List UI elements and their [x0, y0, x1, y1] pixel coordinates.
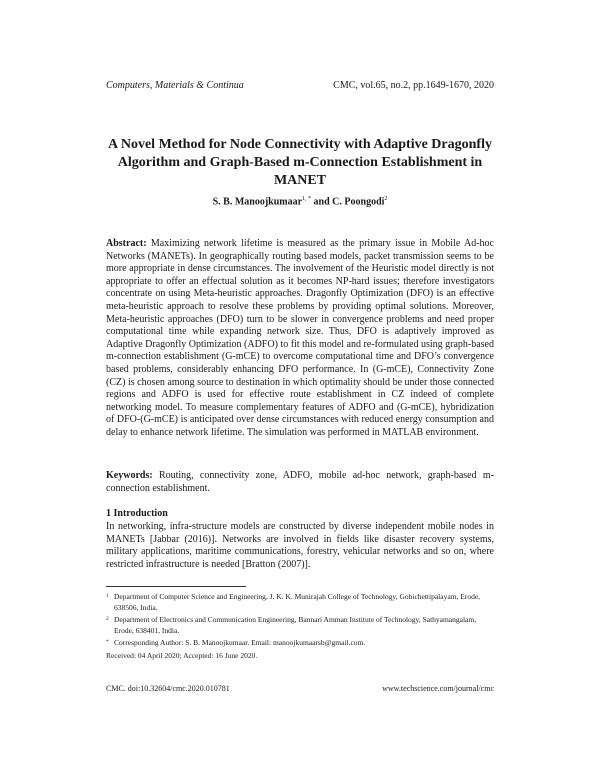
page-footer: [106, 684, 494, 693]
footnote-2-mark: 2: [106, 616, 109, 622]
section-heading-introduction: 1 Introduction: [106, 508, 168, 519]
abstract-text: Maximizing network lifetime is measured as the primary issue in Mobile Ad-hoc Networks (MANETs). In geographically routing based models, packet transmission seems to be more appropriate in dense circumstances. The involvement of the Heuristic model directly is not appropriate to offer an effectual solution as it becomes NP-hard issues; therefore investigators concentrate on using Meta-heuristic approaches. Dragonfly Optimization (DFO) is an effective meta-heuristic approach to resolve these problems by providing optimal solutions. Moreover, Meta-heuristic approaches (DFO) turn to be slower in convergence problems and need proper computational time while expanding network size. Thus, DFO is adaptively improved as Adaptive Dragonfly Optimization (ADFO) to fit this model and re-formulated using graph-based m-connection establishment (G-mCE) to overcome computational time and DFO’s convergence based problems, considerably enhancing DFO performance. In (G-mCE), Connectivity Zone (CZ) is chosen among source to destination in which optimality should be under those connected regions and ADFO is used for effective route establishment in CZ indeed of complete networking model. To measure complementary features of ADFO and (G-mCE), hybridization of DFO-(G-mCE) is anticipated over dense circumstances with reduced energy consumption and delay to enhance network lifetime. The simulation was performed in MATLAB environment.: [106, 238, 494, 438]
author-conjunction: and: [311, 196, 333, 208]
abstract-label: Abstract:: [106, 238, 147, 249]
author-2: C. Poongodi: [332, 196, 385, 208]
footnote-corresponding: [106, 638, 494, 649]
journal-url[interactable]: www.techscience.com/journal/cmc: [382, 684, 494, 693]
keywords-label: Keywords:: [106, 470, 153, 481]
paper-title: [106, 136, 494, 190]
footnote-1-text: Department of Computer Science and Engineering, J. K. K. Munirajah College of Technology, Gobichettipalayam, Erode, 638506, India.: [114, 592, 481, 612]
footnote-3-text: Corresponding Author: S. B. Manoojkumaar. Email: manoojkumaarsb@gmail.com.: [114, 638, 366, 647]
author-list: [106, 196, 494, 207]
author-2-affiliation: 2: [384, 196, 388, 202]
footnote-3-mark: *: [106, 639, 109, 645]
received-accepted-dates: Received: 04 April 2020; Accepted: 16 June 2020.: [106, 650, 258, 660]
introduction-paragraph: In networking, infra-structure models are constructed by diverse independent mobile nodes in MANETs [Jabbar (2016)]. Networks are involved in fields like disaster recovery systems, military applications, maritime communications, forestry, vehicular networks and so on, where restricted infrastructure is needed [Bratton (2007)].: [106, 521, 494, 570]
keywords: [106, 470, 494, 495]
title-line-3: MANET: [273, 173, 327, 188]
journal-name: Computers, Materials & Continua: [106, 80, 244, 91]
footnote-2-text: Department of Electronics and Communication Engineering, Bannari Amman Institute of Technology, Sathyamangalam, Erode, 638401, India.: [114, 615, 477, 635]
citation: CMC, vol.65, no.2, pp.1649-1670, 2020: [333, 80, 494, 91]
doi: CMC. doi:10.32604/cmc.2020.010781: [106, 684, 230, 693]
footnote-1: [106, 592, 494, 613]
author-1: S. B. Manoojkumaar: [212, 196, 303, 208]
keywords-text: Routing, connectivity zone, ADFO, mobile ad-hoc network, graph-based m-connection establishment.: [106, 470, 494, 494]
abstract: [106, 238, 494, 440]
footnote-1-mark: 1: [106, 593, 109, 599]
title-line-1: A Novel Method for Node Connectivity with Adaptive Dragonfly: [108, 137, 492, 152]
title-line-2: Algorithm and Graph-Based m-Connection Establishment in: [117, 155, 483, 170]
running-head: [106, 80, 494, 91]
author-1-affiliation: 1, *: [302, 196, 312, 202]
footnotes: [106, 592, 494, 661]
footnote-divider: [106, 586, 246, 587]
footnote-2: [106, 615, 494, 636]
